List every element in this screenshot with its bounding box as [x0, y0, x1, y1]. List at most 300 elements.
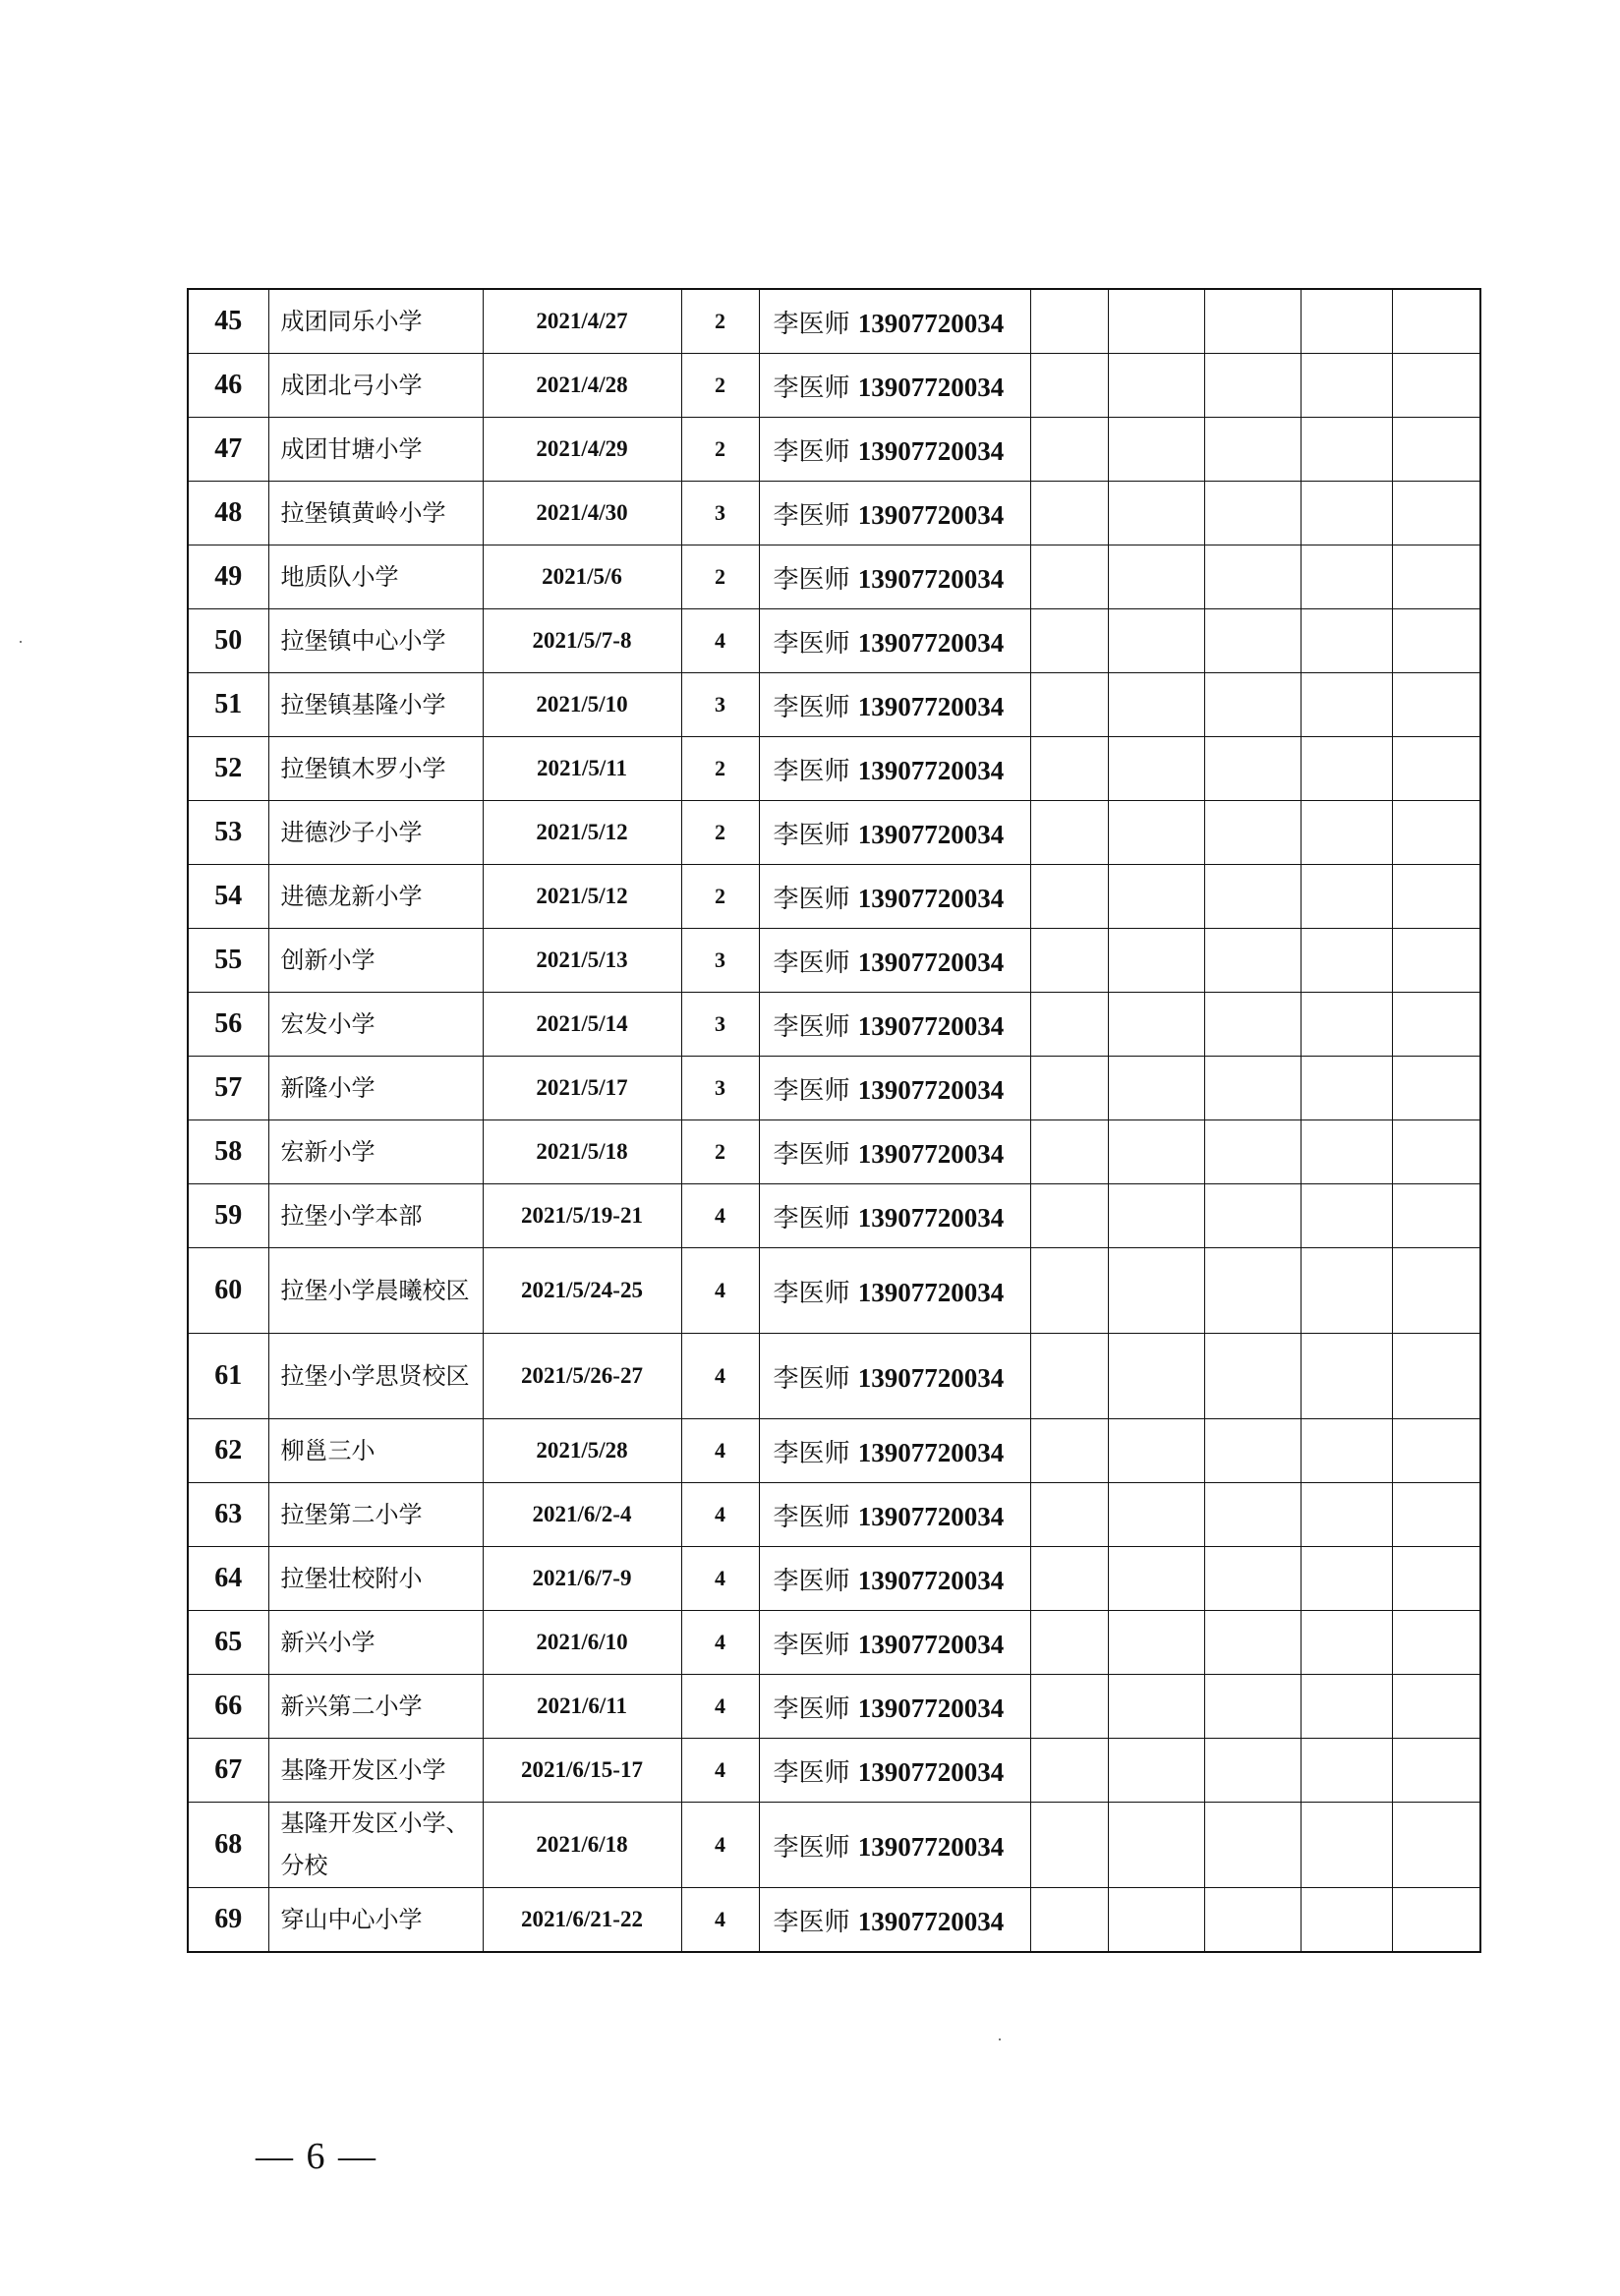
empty-cell	[1392, 1675, 1480, 1739]
table-row	[188, 993, 1480, 1057]
table-row	[188, 1057, 1480, 1120]
row-number: 48	[188, 482, 268, 545]
contact-phone: 13907720034	[857, 1138, 1005, 1169]
exam-date: 2021/5/7-8	[483, 609, 681, 673]
school-name: 创新小学	[268, 929, 483, 993]
exam-date: 2021/5/11	[483, 737, 681, 801]
school-name: 成团甘塘小学	[268, 418, 483, 482]
empty-cell	[1301, 929, 1392, 993]
empty-cell	[1204, 865, 1301, 929]
empty-cell	[1030, 673, 1108, 737]
empty-cell	[1392, 354, 1480, 418]
exam-date: 2021/5/12	[483, 865, 681, 929]
empty-cell	[1108, 993, 1204, 1057]
empty-cell	[1301, 1675, 1392, 1739]
empty-cell	[1108, 673, 1204, 737]
empty-cell	[1108, 929, 1204, 993]
contact-phone: 13907720034	[857, 308, 1005, 338]
days-count: 4	[681, 1248, 759, 1334]
empty-cell	[1301, 609, 1392, 673]
empty-cell	[1204, 1803, 1301, 1888]
contact-spacer	[850, 1833, 858, 1863]
empty-cell	[1301, 482, 1392, 545]
empty-cell	[1392, 1334, 1480, 1419]
days-count: 3	[681, 929, 759, 993]
empty-cell	[1030, 1334, 1108, 1419]
days-count: 2	[681, 418, 759, 482]
contact-spacer	[850, 693, 858, 722]
school-name: 拉堡镇木罗小学	[268, 737, 483, 801]
empty-cell	[1392, 609, 1480, 673]
contact-spacer	[850, 757, 858, 786]
empty-cell	[1108, 1803, 1204, 1888]
empty-cell	[1204, 1888, 1301, 1953]
contact-phone: 13907720034	[857, 1906, 1005, 1936]
empty-cell	[1204, 289, 1301, 354]
empty-cell	[1204, 1120, 1301, 1184]
empty-cell	[1204, 354, 1301, 418]
table-row	[188, 1483, 1480, 1547]
empty-cell	[1392, 1803, 1480, 1888]
contact-name: 李医师	[773, 1203, 850, 1234]
contact-cell	[759, 609, 1030, 673]
school-name: 拉堡壮校附小	[268, 1547, 483, 1611]
exam-date: 2021/4/30	[483, 482, 681, 545]
row-number: 62	[188, 1419, 268, 1483]
empty-cell	[1392, 545, 1480, 609]
empty-cell	[1301, 1739, 1392, 1803]
days-count: 4	[681, 1675, 759, 1739]
empty-cell	[1108, 1888, 1204, 1953]
contact-name: 李医师	[773, 1832, 850, 1863]
empty-cell	[1392, 289, 1480, 354]
days-count: 2	[681, 289, 759, 354]
table-body	[188, 289, 1480, 1952]
days-count: 3	[681, 673, 759, 737]
empty-cell	[1108, 1248, 1204, 1334]
empty-cell	[1030, 1120, 1108, 1184]
empty-cell	[1030, 993, 1108, 1057]
empty-cell	[1030, 289, 1108, 354]
days-count: 4	[681, 1611, 759, 1675]
contact-cell	[759, 1888, 1030, 1953]
empty-cell	[1301, 1483, 1392, 1547]
empty-cell	[1204, 993, 1301, 1057]
exam-date: 2021/5/24-25	[483, 1248, 681, 1334]
contact-phone: 13907720034	[857, 755, 1005, 785]
contact-name: 李医师	[773, 1630, 850, 1660]
table-row	[188, 929, 1480, 993]
exam-date: 2021/5/28	[483, 1419, 681, 1483]
contact-spacer	[850, 1631, 858, 1660]
contact-name: 李医师	[773, 628, 850, 659]
contact-spacer	[850, 565, 858, 595]
empty-cell	[1204, 1739, 1301, 1803]
table-row	[188, 1248, 1480, 1334]
exam-date: 2021/5/19-21	[483, 1184, 681, 1248]
table-row	[188, 418, 1480, 482]
contact-name: 李医师	[773, 564, 850, 595]
contact-cell	[759, 545, 1030, 609]
contact-phone: 13907720034	[857, 563, 1005, 594]
contact-spacer	[850, 373, 858, 403]
empty-cell	[1301, 1419, 1392, 1483]
empty-cell	[1392, 482, 1480, 545]
empty-cell	[1204, 929, 1301, 993]
exam-date: 2021/4/29	[483, 418, 681, 482]
exam-date: 2021/6/11	[483, 1675, 681, 1739]
table-row	[188, 1184, 1480, 1248]
row-number: 46	[188, 354, 268, 418]
contact-phone: 13907720034	[857, 435, 1005, 466]
empty-cell	[1030, 737, 1108, 801]
empty-cell	[1301, 545, 1392, 609]
table-row	[188, 289, 1480, 354]
contact-cell	[759, 1675, 1030, 1739]
days-count: 4	[681, 1483, 759, 1547]
days-count: 2	[681, 801, 759, 865]
contact-name: 李医师	[773, 1363, 850, 1394]
contact-phone: 13907720034	[857, 1437, 1005, 1467]
school-name: 宏新小学	[268, 1120, 483, 1184]
row-number: 60	[188, 1248, 268, 1334]
contact-cell	[759, 354, 1030, 418]
row-number: 58	[188, 1120, 268, 1184]
empty-cell	[1204, 1184, 1301, 1248]
days-count: 4	[681, 1547, 759, 1611]
empty-cell	[1392, 929, 1480, 993]
empty-cell	[1392, 1184, 1480, 1248]
contact-cell	[759, 865, 1030, 929]
contact-phone: 13907720034	[857, 499, 1005, 530]
empty-cell	[1204, 801, 1301, 865]
days-count: 4	[681, 1184, 759, 1248]
row-number: 53	[188, 801, 268, 865]
exam-date: 2021/5/12	[483, 801, 681, 865]
empty-cell	[1108, 1675, 1204, 1739]
contact-cell	[759, 289, 1030, 354]
empty-cell	[1204, 1611, 1301, 1675]
empty-cell	[1108, 1611, 1204, 1675]
table-row	[188, 1803, 1480, 1888]
school-name: 基隆开发区小学	[268, 1739, 483, 1803]
scan-speck	[20, 641, 22, 643]
exam-date: 2021/6/18	[483, 1803, 681, 1888]
days-count: 2	[681, 865, 759, 929]
contact-name: 李医师	[773, 1566, 850, 1596]
empty-cell	[1030, 1547, 1108, 1611]
empty-cell	[1030, 929, 1108, 993]
contact-cell	[759, 1419, 1030, 1483]
empty-cell	[1030, 1483, 1108, 1547]
empty-cell	[1301, 354, 1392, 418]
empty-cell	[1204, 609, 1301, 673]
empty-cell	[1392, 673, 1480, 737]
empty-cell	[1204, 1057, 1301, 1120]
contact-spacer	[850, 821, 858, 850]
contact-name: 李医师	[773, 1907, 850, 1937]
contact-name: 李医师	[773, 884, 850, 914]
contact-spacer	[850, 1279, 858, 1308]
contact-cell	[759, 1057, 1030, 1120]
row-number: 69	[188, 1888, 268, 1953]
empty-cell	[1301, 1611, 1392, 1675]
contact-phone: 13907720034	[857, 1831, 1005, 1862]
empty-cell	[1301, 865, 1392, 929]
contact-spacer	[850, 1364, 858, 1394]
table-row	[188, 801, 1480, 865]
contact-name: 李医师	[773, 436, 850, 467]
empty-cell	[1392, 801, 1480, 865]
contact-spacer	[850, 629, 858, 659]
table-row	[188, 609, 1480, 673]
row-number: 50	[188, 609, 268, 673]
empty-cell	[1108, 289, 1204, 354]
row-number: 47	[188, 418, 268, 482]
empty-cell	[1108, 545, 1204, 609]
contact-name: 李医师	[773, 1693, 850, 1724]
school-name: 拉堡小学晨曦校区	[268, 1248, 483, 1334]
days-count: 3	[681, 1057, 759, 1120]
contact-cell	[759, 1739, 1030, 1803]
page-number: — 6 —	[256, 2136, 377, 2177]
empty-cell	[1204, 1675, 1301, 1739]
exam-date: 2021/6/15-17	[483, 1739, 681, 1803]
empty-cell	[1392, 1483, 1480, 1547]
exam-date: 2021/4/27	[483, 289, 681, 354]
contact-cell	[759, 1334, 1030, 1419]
school-name: 地质队小学	[268, 545, 483, 609]
empty-cell	[1301, 1803, 1392, 1888]
empty-cell	[1392, 1547, 1480, 1611]
days-count: 2	[681, 545, 759, 609]
school-name: 拉堡第二小学	[268, 1483, 483, 1547]
contact-spacer	[850, 1503, 858, 1532]
contact-spacer	[850, 1204, 858, 1234]
contact-phone: 13907720034	[857, 1756, 1005, 1787]
empty-cell	[1030, 1888, 1108, 1953]
empty-cell	[1301, 1184, 1392, 1248]
empty-cell	[1204, 418, 1301, 482]
contact-phone: 13907720034	[857, 947, 1005, 977]
exam-date: 2021/5/14	[483, 993, 681, 1057]
contact-phone: 13907720034	[857, 627, 1005, 658]
empty-cell	[1108, 1184, 1204, 1248]
days-count: 2	[681, 1120, 759, 1184]
empty-cell	[1030, 418, 1108, 482]
contact-name: 李医师	[773, 1278, 850, 1308]
table-row	[188, 1120, 1480, 1184]
empty-cell	[1301, 1888, 1392, 1953]
school-name: 基隆开发区小学、分校	[268, 1803, 483, 1888]
contact-spacer	[850, 1012, 858, 1042]
contact-phone: 13907720034	[857, 1693, 1005, 1723]
row-number: 52	[188, 737, 268, 801]
empty-cell	[1030, 865, 1108, 929]
empty-cell	[1030, 609, 1108, 673]
exam-date: 2021/5/6	[483, 545, 681, 609]
empty-cell	[1030, 482, 1108, 545]
contact-name: 李医师	[773, 1438, 850, 1468]
empty-cell	[1030, 545, 1108, 609]
row-number: 68	[188, 1803, 268, 1888]
contact-phone: 13907720034	[857, 819, 1005, 849]
days-count: 4	[681, 1803, 759, 1888]
table-row	[188, 1611, 1480, 1675]
contact-cell	[759, 1184, 1030, 1248]
contact-cell	[759, 801, 1030, 865]
empty-cell	[1392, 737, 1480, 801]
contact-cell	[759, 1248, 1030, 1334]
school-name: 拉堡小学思贤校区	[268, 1334, 483, 1419]
school-name: 柳邕三小	[268, 1419, 483, 1483]
table-row	[188, 673, 1480, 737]
row-number: 65	[188, 1611, 268, 1675]
empty-cell	[1204, 482, 1301, 545]
empty-cell	[1301, 801, 1392, 865]
row-number: 66	[188, 1675, 268, 1739]
school-name: 新兴第二小学	[268, 1675, 483, 1739]
days-count: 4	[681, 609, 759, 673]
contact-phone: 13907720034	[857, 372, 1005, 402]
contact-spacer	[850, 310, 858, 339]
empty-cell	[1392, 993, 1480, 1057]
scan-speck	[999, 2038, 1001, 2040]
empty-cell	[1108, 865, 1204, 929]
empty-cell	[1301, 289, 1392, 354]
empty-cell	[1301, 1057, 1392, 1120]
empty-cell	[1301, 1248, 1392, 1334]
empty-cell	[1392, 1120, 1480, 1184]
contact-phone: 13907720034	[857, 1501, 1005, 1531]
table-row	[188, 1739, 1480, 1803]
empty-cell	[1030, 1803, 1108, 1888]
empty-cell	[1204, 1334, 1301, 1419]
contact-spacer	[850, 1439, 858, 1468]
contact-cell	[759, 1611, 1030, 1675]
row-number: 57	[188, 1057, 268, 1120]
contact-cell	[759, 929, 1030, 993]
contact-phone: 13907720034	[857, 1277, 1005, 1307]
empty-cell	[1030, 801, 1108, 865]
empty-cell	[1108, 1120, 1204, 1184]
school-name: 成团北弓小学	[268, 354, 483, 418]
school-name: 拉堡镇基隆小学	[268, 673, 483, 737]
contact-name: 李医师	[773, 1139, 850, 1170]
contact-cell	[759, 1547, 1030, 1611]
exam-date: 2021/5/13	[483, 929, 681, 993]
table-row	[188, 482, 1480, 545]
row-number: 51	[188, 673, 268, 737]
school-name: 进德龙新小学	[268, 865, 483, 929]
contact-cell	[759, 1803, 1030, 1888]
empty-cell	[1204, 737, 1301, 801]
table-row	[188, 1547, 1480, 1611]
empty-cell	[1108, 482, 1204, 545]
empty-cell	[1204, 1547, 1301, 1611]
exam-date: 2021/5/10	[483, 673, 681, 737]
empty-cell	[1108, 1483, 1204, 1547]
days-count: 2	[681, 737, 759, 801]
contact-spacer	[850, 1076, 858, 1106]
empty-cell	[1030, 354, 1108, 418]
contact-cell	[759, 737, 1030, 801]
contact-cell	[759, 993, 1030, 1057]
row-number: 55	[188, 929, 268, 993]
exam-date: 2021/5/18	[483, 1120, 681, 1184]
empty-cell	[1108, 1057, 1204, 1120]
contact-cell	[759, 1483, 1030, 1547]
empty-cell	[1108, 418, 1204, 482]
contact-name: 李医师	[773, 1757, 850, 1788]
contact-spacer	[850, 885, 858, 914]
row-number: 67	[188, 1739, 268, 1803]
empty-cell	[1392, 1057, 1480, 1120]
days-count: 4	[681, 1419, 759, 1483]
contact-name: 李医师	[773, 500, 850, 531]
empty-cell	[1392, 1248, 1480, 1334]
days-count: 4	[681, 1739, 759, 1803]
empty-cell	[1204, 545, 1301, 609]
empty-cell	[1301, 737, 1392, 801]
empty-cell	[1030, 1611, 1108, 1675]
empty-cell	[1030, 1739, 1108, 1803]
empty-cell	[1301, 673, 1392, 737]
exam-date: 2021/5/26-27	[483, 1334, 681, 1419]
contact-spacer	[850, 1694, 858, 1724]
row-number: 64	[188, 1547, 268, 1611]
empty-cell	[1392, 1611, 1480, 1675]
days-count: 4	[681, 1334, 759, 1419]
empty-cell	[1108, 801, 1204, 865]
contact-phone: 13907720034	[857, 1010, 1005, 1041]
empty-cell	[1108, 737, 1204, 801]
empty-cell	[1301, 993, 1392, 1057]
table-row	[188, 354, 1480, 418]
table-row	[188, 1334, 1480, 1419]
empty-cell	[1392, 865, 1480, 929]
empty-cell	[1301, 1334, 1392, 1419]
empty-cell	[1108, 1419, 1204, 1483]
contact-name: 李医师	[773, 947, 850, 978]
empty-cell	[1108, 609, 1204, 673]
contact-phone: 13907720034	[857, 1202, 1005, 1233]
school-name: 穿山中心小学	[268, 1888, 483, 1953]
contact-name: 李医师	[773, 309, 850, 339]
school-name: 进德沙子小学	[268, 801, 483, 865]
exam-date: 2021/6/21-22	[483, 1888, 681, 1953]
empty-cell	[1392, 1419, 1480, 1483]
empty-cell	[1030, 1184, 1108, 1248]
contact-cell	[759, 1120, 1030, 1184]
empty-cell	[1204, 1419, 1301, 1483]
contact-spacer	[850, 1140, 858, 1170]
row-number: 45	[188, 289, 268, 354]
exam-date: 2021/4/28	[483, 354, 681, 418]
school-name: 拉堡小学本部	[268, 1184, 483, 1248]
contact-spacer	[850, 501, 858, 531]
contact-name: 李医师	[773, 1075, 850, 1106]
school-name: 拉堡镇黄岭小学	[268, 482, 483, 545]
empty-cell	[1108, 1334, 1204, 1419]
contact-name: 李医师	[773, 756, 850, 786]
contact-cell	[759, 418, 1030, 482]
days-count: 3	[681, 482, 759, 545]
contact-name: 李医师	[773, 373, 850, 403]
empty-cell	[1392, 1888, 1480, 1953]
contact-spacer	[850, 1567, 858, 1596]
contact-phone: 13907720034	[857, 1629, 1005, 1659]
